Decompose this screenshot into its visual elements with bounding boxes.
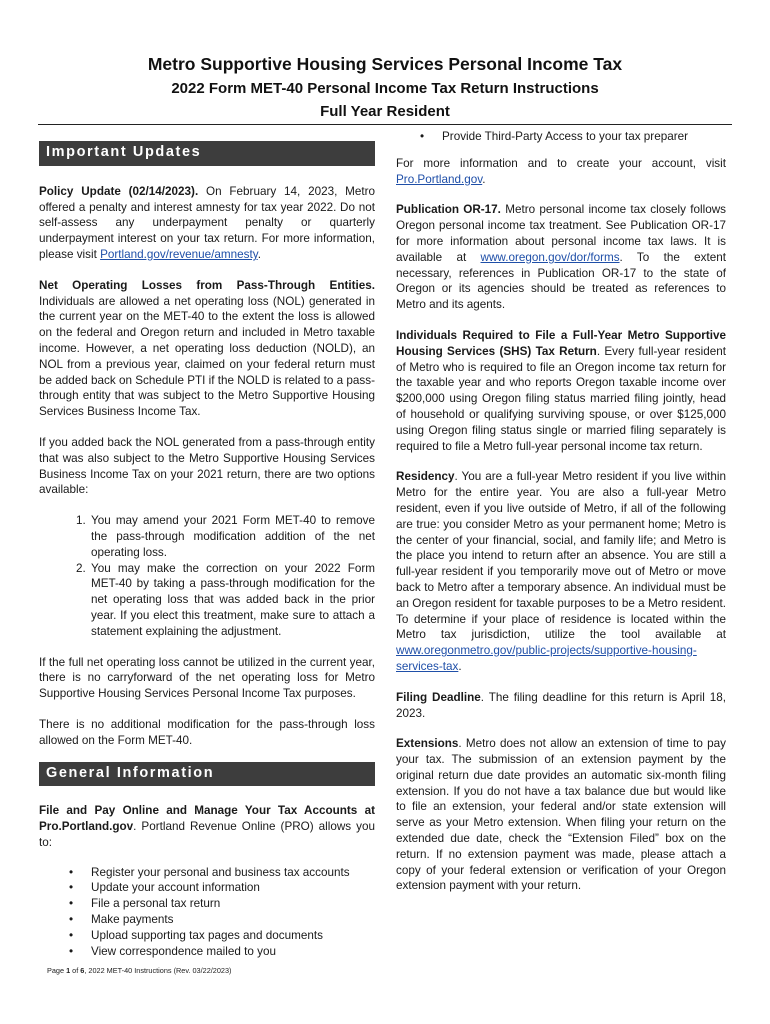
page-title: Metro Supportive Housing Services Personal Income Tax: [147, 54, 623, 74]
pro-features-list-continued: [396, 129, 726, 145]
extensions-paragraph: [396, 736, 726, 894]
residency-text: . You are a full-year Metro resident if you live within Metro for the entire year. You are also a full-year Metro resident, even if you live outside of Metro, if all of the following are true: you consider Metro as your permanent home; Metro is the center of your financial, social, and family life; and Metro is the place you intend to return after an absence. You are still a full-year resident if you temporarily move out of Metro or move back to Metro after a temporary absence. An individual must be an Oregon resident for taxable purposes to be a Metro resident. To determine if your place of residence is located within the Metro tax jurisdiction, utilize the tool available at: [396, 470, 726, 642]
filing-deadline-paragraph: [396, 690, 726, 722]
carryforward-paragraph: If the full net operating loss cannot be utilized in the current year, there is no carryforward of the net operating loss for Metro Supportive Housing Services Personal Income Tax purposes.: [39, 655, 375, 701]
list-item: • Register your personal and business tax accounts: [91, 865, 375, 881]
options-list: [39, 513, 375, 639]
left-column: [39, 141, 375, 959]
footer-form-info: , 2022 MET-40 Instructions (Rev. 03/22/2023): [84, 966, 232, 975]
publication-paragraph: [396, 202, 726, 313]
residency-label: Residency: [396, 470, 455, 484]
list-item: • Make payments: [91, 912, 375, 928]
policy-update-label: Policy Update (02/14/2023).: [39, 184, 199, 198]
file-and-pay-paragraph: [39, 803, 375, 850]
extensions-text: . Metro does not allow an extension of time to pay your tax. The submission of an extension payment by the original return due date provides an automatic six-month filing extension. If you do not have a tax balance due but would like to file an extension, your federal and/or state extension will serve as your Metro extension. When filing your return on the extended due date, check the “Extension Filed” box on the return. If no extension payment was made, please attach a copy of your federal extension or verification of your Oregon extension payment with your return.: [396, 737, 726, 893]
more-info-paragraph: [396, 156, 726, 188]
policy-update-paragraph: [39, 184, 375, 263]
footer-of-label: of: [70, 966, 81, 975]
pro-portland-link[interactable]: Pro.Portland.gov: [396, 172, 483, 186]
amnesty-link[interactable]: Portland.gov/revenue/amnesty: [100, 247, 258, 261]
no-modification-paragraph: There is no additional modification for the pass-through loss allowed on the Form MET-40.: [39, 717, 375, 747]
metro-tool-link[interactable]: www.oregonmetro.gov/public-projects/supportive-housing-services-tax: [396, 644, 697, 673]
list-item: • View correspondence mailed to you: [91, 944, 375, 960]
policy-update-end: .: [257, 247, 261, 261]
general-information-heading: General Information: [39, 762, 375, 787]
required-to-file-paragraph: [396, 328, 726, 454]
page-subtitle: 2022 Form MET-40 Personal Income Tax Return Instructions: [171, 80, 599, 97]
list-item: • Update your account information: [91, 880, 375, 896]
list-item: • Upload supporting tax pages and documents: [91, 928, 375, 944]
list-item: • File a personal tax return: [91, 896, 375, 912]
file-and-pay-label: File and Pay Online and Manage Your Tax Accounts at Pro.Portland.gov: [39, 804, 375, 834]
footer-page-number: 1: [66, 966, 71, 975]
more-info-text: For more information and to create your account, visit: [396, 156, 726, 170]
more-info-end: .: [482, 172, 486, 186]
filing-deadline-text: . The filing deadline for this return is April 18, 2023.: [396, 690, 726, 720]
residency-end: .: [458, 659, 462, 673]
required-to-file-text: . Every full-year resident of Metro who is required to file an Oregon income tax return for the taxable year and who reports Oregon taxable income over $200,000 using Oregon filing status married filing jointly, head of household or qualifying surviving spouse, or over $125,000 using Oregon filing status single or married filing separately is required to file a Metro full-year personal income tax return.: [396, 344, 726, 453]
important-updates-heading: Important Updates: [39, 141, 375, 166]
title-divider: [38, 124, 732, 125]
file-and-pay-text: . Portland Revenue Online (PRO) allows you to:: [39, 820, 375, 849]
addback-paragraph: If you added back the NOL generated from a pass-through entity that was also subject to the Metro Supportive Housing Services Business Income Tax on your 2021 return, there are two options available:: [39, 435, 375, 497]
list-item: • Provide Third-Party Access to your tax preparer: [442, 129, 726, 145]
nol-label: Net Operating Losses from Pass-Through Entities.: [39, 278, 375, 292]
publication-label: Publication OR-17.: [396, 203, 501, 217]
right-column: [396, 129, 726, 909]
publication-text-2: . To the extent necessary, references in Publication OR-17 to the state of Oregon or its agencies should be treated as references to Metro and its agents.: [396, 250, 726, 312]
extensions-label: Extensions: [396, 737, 459, 751]
option-item: 2. You may make the correction on your 2022 Form MET-40 by taking a pass-through modification for the net operating loss that was added back in the prior year. If you elect this treatment, make sure to attach a statement explaining the adjustment.: [89, 561, 375, 640]
footer-page-total: 6: [80, 966, 85, 975]
nol-paragraph: [39, 278, 375, 420]
page-footer: [47, 966, 231, 975]
oregon-forms-link[interactable]: www.oregon.gov/dor/forms: [480, 250, 620, 264]
publication-text: Metro personal income tax closely follows Oregon personal income tax treatment. See Publication OR-17 for more information about personal income tax laws. It is available at: [396, 203, 726, 264]
policy-update-text: On February 14, 2023, Metro offered a penalty and interest amnesty for tax year 2022. Do not self-assess any underpayment penalty or quarterly underpayment interest on your tax return. For more information, please visit: [39, 184, 376, 261]
option-item: 1. You may amend your 2021 Form MET-40 to remove the pass-through modification addition of the net operating loss.: [89, 513, 375, 560]
pro-features-list: [39, 865, 375, 960]
nol-text: Individuals are allowed a net operating loss (NOL) generated in the current year on the MET-40 to the extent the loss is allowed on the federal and Oregon return and included in Metro taxable income. However, a net operating loss deduction (NOLD), an NOL from a previous year, claimed on your federal return must be added back on Schedule PTI if the NOLD is related to a pass-through entity that was subject to the Metro Supportive Housing Services Business Income Tax.: [39, 294, 375, 419]
residency-paragraph: [396, 469, 726, 674]
required-to-file-label: Individuals Required to File a Full-Year Metro Supportive Housing Services (SHS) Tax Return: [396, 328, 726, 358]
filing-deadline-label: Filing Deadline: [396, 690, 481, 704]
title-block: [0, 52, 770, 123]
footer-page-label: Page: [47, 966, 67, 975]
page-subtitle-2: Full Year Resident: [320, 103, 450, 120]
